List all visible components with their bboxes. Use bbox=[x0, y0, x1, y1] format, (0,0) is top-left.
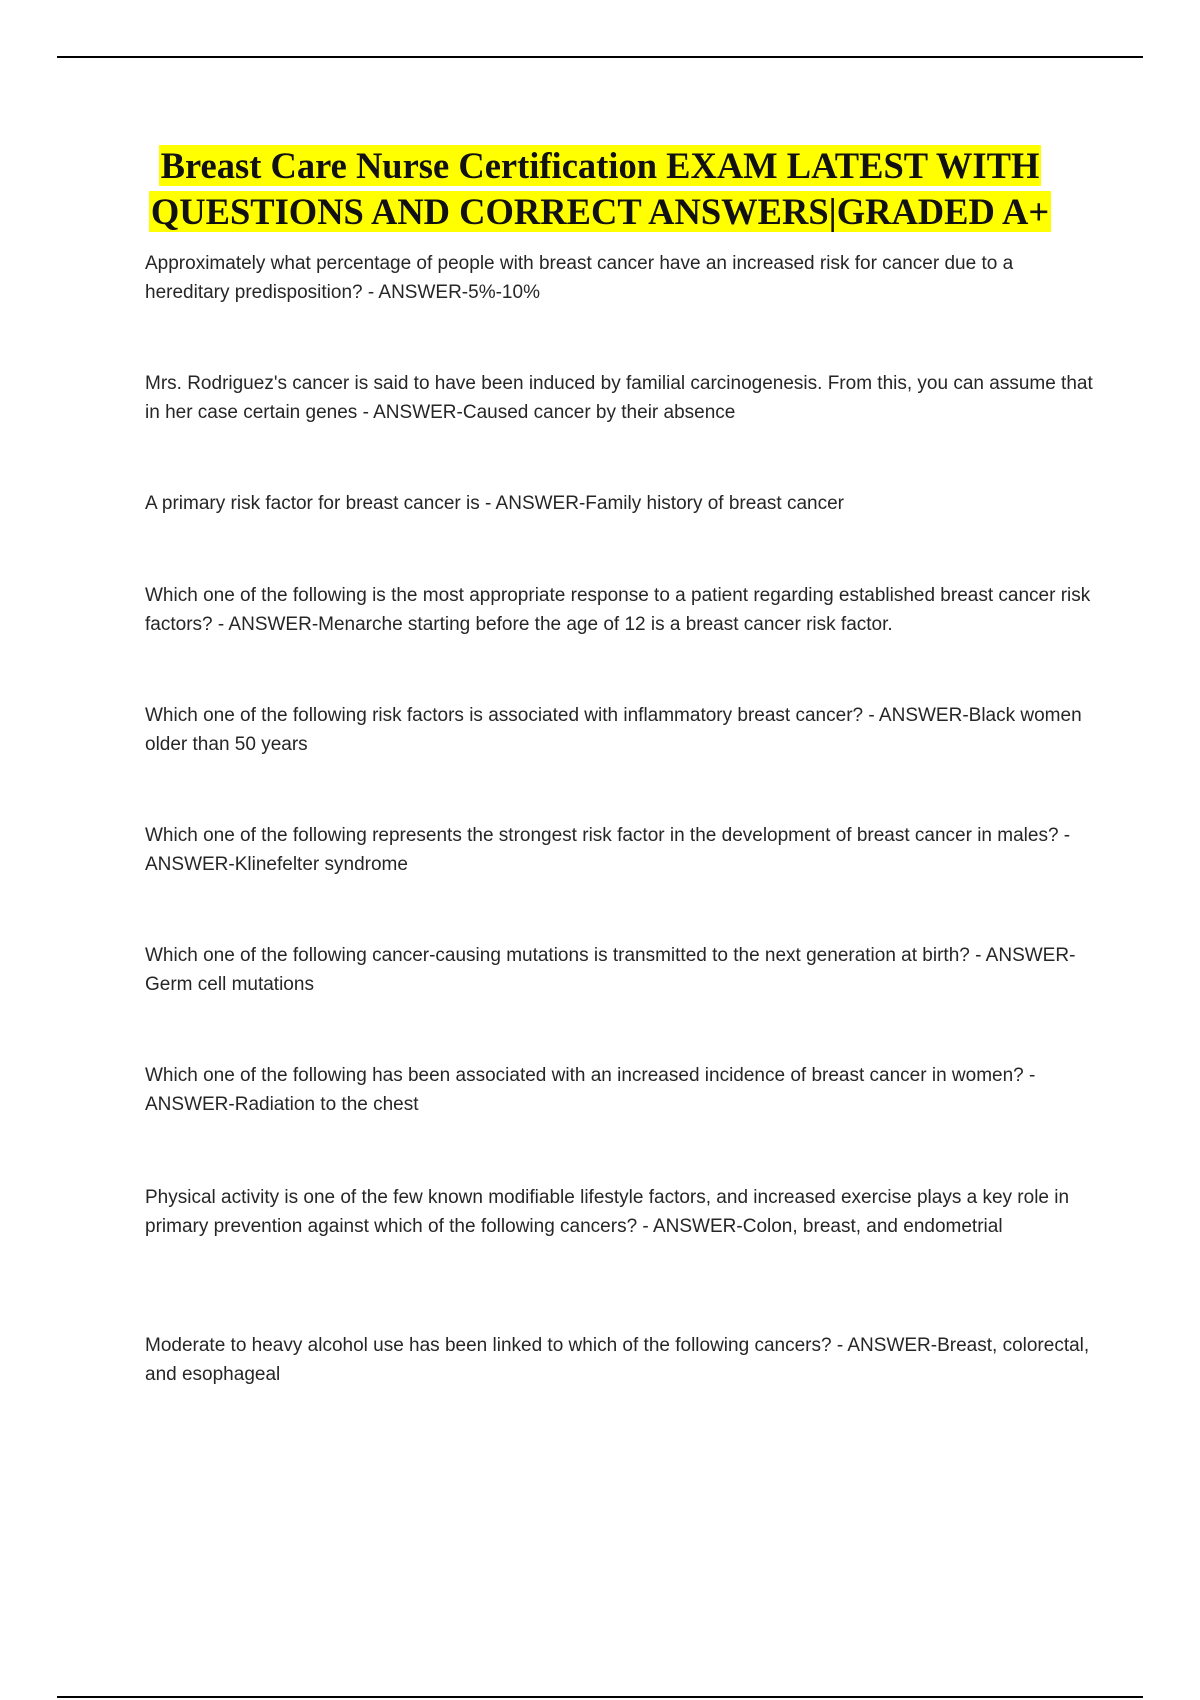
bottom-rule bbox=[57, 1696, 1143, 1698]
question-text: Mrs. Rodriguez's cancer is said to have been induced by familial carcinogenesis. From this, you can assume that in her case certain genes bbox=[145, 373, 1093, 423]
answer-text: 5%-10% bbox=[468, 281, 540, 303]
question-text: Which one of the following has been associated with an increased incidence of breast cancer in women? bbox=[145, 1065, 1024, 1086]
qa-item-4: Which one of the following is the most appropriate response to a patient regarding established breast cancer risk factors? - ANSWER-Menarche starting before the age of 12 is a breast cancer risk factor. bbox=[145, 585, 1091, 635]
question-text: A primary risk factor for breast cancer is bbox=[145, 493, 480, 514]
title-line-1: Breast Care Nurse Certification EXAM LATEST WITH bbox=[160, 145, 1040, 186]
question-text: Moderate to heavy alcohol use has been linked to which of the following cancers? bbox=[145, 1335, 832, 1356]
answer-text: Black women older than 50 years bbox=[145, 705, 1082, 755]
answer-text: Family history of breast cancer bbox=[585, 493, 844, 514]
question-text: Physical activity is one of the few known modifiable lifestyle factors, and increased exercise plays a key role in primary prevention against which of the following cancers? bbox=[145, 1187, 1070, 1237]
question-text: Which one of the following is the most appropriate response to a patient regarding established breast cancer risk factors? bbox=[145, 585, 1091, 635]
top-rule bbox=[57, 56, 1143, 58]
document-title bbox=[57, 143, 1143, 235]
qa-item-1: Approximately what percentage of people with breast cancer have an increased risk for cancer due to a hereditary predisposition? - ANSWER-5%-10% bbox=[145, 253, 1014, 303]
question-text: Which one of the following risk factors is associated with inflammatory breast cancer? bbox=[145, 705, 864, 726]
qa-item-3: A primary risk factor for breast cancer is - ANSWER-Family history of breast cancer bbox=[145, 493, 844, 514]
qa-item-10: Moderate to heavy alcohol use has been linked to which of the following cancers? - ANSWER-Breast, colorectal, and esophageal bbox=[145, 1335, 1090, 1385]
qa-item-8: Which one of the following has been associated with an increased incidence of breast cancer in women? - ANSWER-Radiation to the chest bbox=[145, 1065, 1036, 1115]
question-text: Which one of the following represents the strongest risk factor in the development of breast cancer in males? bbox=[145, 825, 1059, 846]
question-text: Which one of the following cancer-causing mutations is transmitted to the next generation at birth? bbox=[145, 945, 970, 966]
answer-text: Klinefelter syndrome bbox=[234, 853, 408, 875]
question-text: Approximately what percentage of people with breast cancer have an increased risk for cancer due to a hereditary predisposition? bbox=[145, 253, 1014, 303]
title-line-2: QUESTIONS AND CORRECT ANSWERS|GRADED A+ bbox=[150, 191, 1050, 232]
answer-text: Colon, breast, and endometrial bbox=[742, 1215, 1003, 1237]
qa-item-2: Mrs. Rodriguez's cancer is said to have been induced by familial carcinogenesis. From this, you can assume that in her case certain genes - ANSWER-Caused cancer by their absence bbox=[145, 373, 1093, 423]
answer-text: Breast, colorectal, and esophageal bbox=[145, 1335, 1090, 1385]
qa-item-5: Which one of the following risk factors is associated with inflammatory breast cancer? - ANSWER-Black women older than 50 years bbox=[145, 705, 1082, 755]
answer-text: Germ cell mutations bbox=[145, 973, 314, 995]
answer-text: Caused cancer by their absence bbox=[462, 401, 736, 423]
qa-item-6: Which one of the following represents the strongest risk factor in the development of breast cancer in males? - ANSWER-Klinefelter syndrome bbox=[145, 825, 1071, 875]
qa-item-7: Which one of the following cancer-causing mutations is transmitted to the next generation at birth? - ANSWER-Germ cell mutations bbox=[145, 945, 1076, 995]
answer-text: Radiation to the chest bbox=[234, 1093, 419, 1115]
qa-item-9: Physical activity is one of the few known modifiable lifestyle factors, and increased exercise plays a key role in primary prevention against which of the following cancers? - ANSWER-Colon, breast, and endometrial bbox=[145, 1187, 1070, 1237]
answer-text: Menarche starting before the age of 12 is a breast cancer risk factor. bbox=[318, 613, 893, 635]
